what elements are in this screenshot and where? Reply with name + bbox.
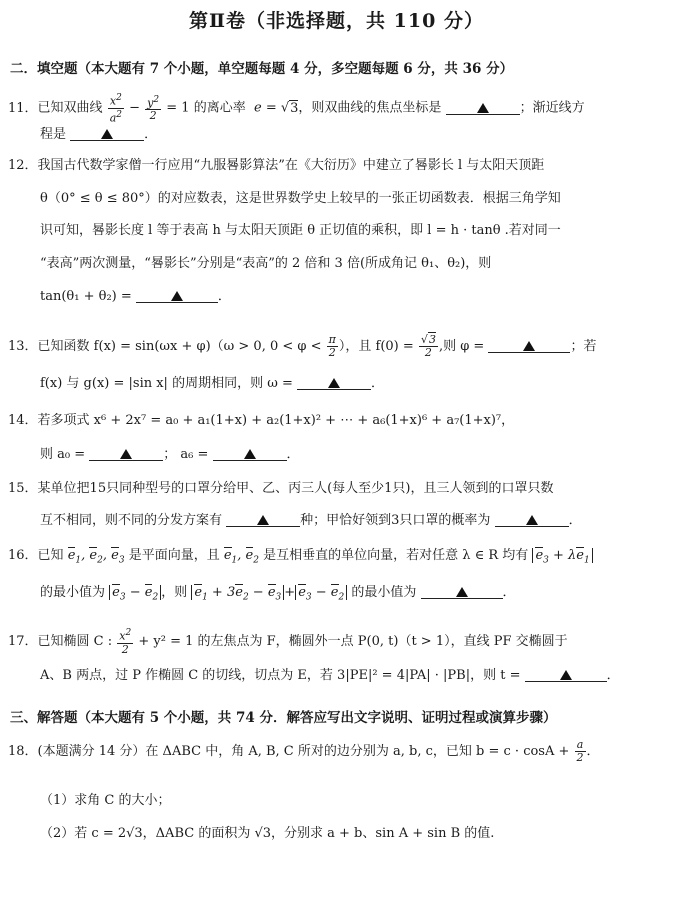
triangle-icon (526, 515, 538, 525)
triangle-icon (328, 378, 340, 388)
triangle-icon (477, 103, 489, 113)
triangle-icon (171, 291, 183, 301)
question-18-part-2: （2）若 c = 2√3，ΔABC 的面积为 √3，分别求 a + b、sin A + sin B 的值. (40, 826, 495, 841)
question-12-line-2: θ（0° ≤ θ ≤ 80°）的对应数表，这是世界数学史上较早的一张正切函数表．根据三角学知 (40, 191, 561, 206)
question-16-line-1: 16．已知 $e_1$, $e_2$, $e_3$ 是平面向量，且 $e_1$, $e_2$ 是互相垂直的单位向量，若对任意 λ ∈ R 均有 $e_3 + \lambda e_1$ (8, 547, 593, 570)
answer-blank-16[interactable] (421, 584, 503, 599)
question-18-part-1: （1）求角 C 的大小； (40, 793, 171, 808)
question-18-number: 18． (8, 744, 38, 759)
section-fill-in-header: 二．填空题（本大题有 7 个小题，单空题每题 4 分，多空题每题 6 分，共 36 分） (10, 61, 514, 77)
question-14-line-2: 则 a₀ = ； a₆ = ． (40, 447, 300, 462)
question-17-line-2: A、B 两点，过 P 作椭圆 C 的切线，切点为 E，若 3|PE|² = 4|PA| · |PB|，则 t = ． (40, 668, 620, 683)
question-17-number: 17． (8, 633, 38, 649)
fraction-pi-2: $\frac{\pi}{2}$ (328, 333, 336, 359)
question-12-line-4: “表高”两次测量，“晷影长”分别是“表高”的 2 倍和 3 倍(所成角记 θ₁、θ₂)，则 (40, 256, 492, 271)
answer-blank-14-2[interactable] (213, 446, 287, 461)
fraction-a-2: $\frac{a}{2}$ (576, 738, 584, 764)
answer-blank-13-2[interactable] (297, 375, 371, 390)
fraction-sqrt3-2: $\frac{√3}{2}$ (420, 333, 436, 359)
question-13-number: 13． (8, 339, 38, 354)
answer-blank-12[interactable] (136, 288, 218, 303)
question-12-line-1: 12．我国古代数学家僧一行应用“九服晷影算法”在《大衍历》中建立了晷影长 l 与太阳天顶距 (8, 158, 545, 173)
section-solve-header: 三、解答题（本大题有 5 个小题，共 74 分．解答应写出文字说明、证明过程或演算步骤） (10, 710, 557, 726)
answer-blank-11-1[interactable] (446, 100, 520, 115)
answer-blank-15-1[interactable] (226, 512, 300, 527)
triangle-icon (523, 341, 535, 351)
question-13-line-1: 13．已知函数 f(x) = sin(ωx + φ)（ω > 0, 0 < φ < $\frac{\pi}{2}$ ），且 f(0) = $\frac{√3}{2}$ ,则 φ = ；若 (8, 333, 597, 359)
answer-blank-17[interactable] (525, 667, 607, 682)
fraction-x2-2: $\frac{x^2}{2}$ (119, 628, 132, 656)
fraction-x2-a2: $\frac{x^2}{a^2}$ (109, 93, 122, 125)
answer-blank-11-2[interactable] (70, 126, 144, 141)
page-title: 第Ⅱ卷（非选择题，共 110 分） (189, 10, 484, 32)
question-12-number: 12． (8, 158, 38, 173)
question-18-line-1: 18．(本题满分 14 分）在 ΔABC 中，角 A, B, C 所对的边分别为 a, b, c，已知 b = c · cosA + $\frac{a}{2}$ ． (8, 738, 600, 764)
question-11-line-1: 11．已知双曲线 $\frac{x^2}{a^2}$ − $\frac{y^2}{2}$ = 1 的离心率 e = √3，则双曲线的焦点坐标是 ；渐近线方 (8, 93, 585, 125)
triangle-icon (101, 129, 113, 139)
question-14-line-1: 14．若多项式 x⁶ + 2x⁷ = a₀ + a₁(1+x) + a₂(1+x)² + ⋯ + a₆(1+x)⁶ + a₇(1+x)⁷， (8, 413, 515, 428)
question-14-number: 14． (8, 413, 38, 428)
question-13-line-2: f(x) 与 g(x) = |sin x| 的周期相同，则 ω = ． (40, 376, 385, 391)
question-11-line-2: 程是 ． (40, 127, 158, 142)
triangle-icon (560, 670, 572, 680)
answer-blank-14-1[interactable] (89, 446, 163, 461)
question-12-line-5: tan(θ₁ + θ₂) = ． (40, 289, 231, 304)
triangle-icon (456, 587, 468, 597)
fraction-y2-2: $\frac{y^2}{2}$ (147, 94, 160, 123)
question-17-line-1: 17．已知椭圆 C : $\frac{x^2}{2}$ + y² = 1 的左焦点为 F，椭圆外一点 P(0, t)（t > 1），直线 PF 交椭圆于 (8, 628, 568, 656)
triangle-icon (244, 449, 256, 459)
question-16-line-2: 的最小值为 $e_3 - e_2$ ，则 $e_1 + 3e_2 - e_3 + e_3 - e_2$ 的最小值为 ． (40, 585, 516, 603)
question-12-line-3: 识可知，晷影长度 l 等于表高 h 与太阳天顶距 θ 正切值的乘积，即 l = h · tanθ .若对同一 (40, 223, 561, 238)
answer-blank-13-1[interactable] (488, 338, 570, 353)
triangle-icon (257, 515, 269, 525)
question-11-number: 11． (8, 100, 38, 116)
triangle-icon (120, 449, 132, 459)
question-16-number: 16． (8, 548, 38, 563)
question-15-number: 15． (8, 481, 38, 496)
question-15-line-2: 互不相同，则不同的分发方案有 种；甲恰好领到3只口罩的概率为 ． (40, 513, 582, 528)
question-15-line-1: 15．某单位把15只同种型号的口罩分给甲、乙、丙三人(每人至少1只)，且三人领到的口罩只数 (8, 481, 554, 496)
answer-blank-15-2[interactable] (495, 512, 569, 527)
